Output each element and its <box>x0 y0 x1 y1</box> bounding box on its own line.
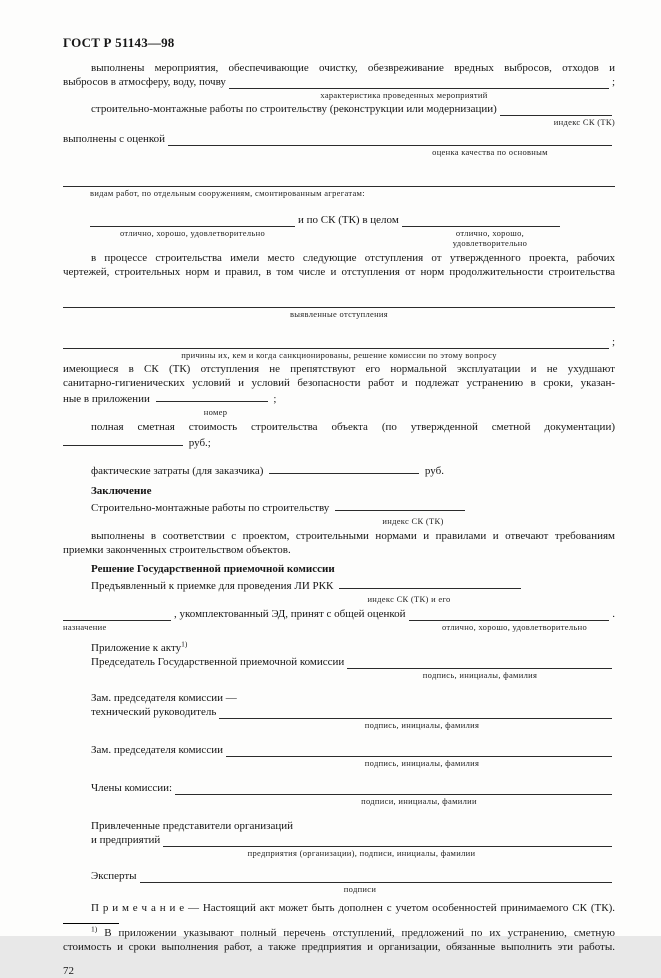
decision-blank <box>339 577 521 589</box>
deputy1-row <box>63 705 615 719</box>
page-number: 72 <box>63 965 74 977</box>
decision-heading: Решение Государственной приемочной комиссии <box>91 563 335 575</box>
deviations-blank <box>63 294 615 308</box>
caption-measures: характеристика проведенных мероприятий <box>320 90 488 100</box>
actual-costs-row <box>63 462 615 478</box>
actual-label: фактические затраты (для заказчика) <box>91 465 264 477</box>
caption-work-types: видам работ, по отдельным сооружениям, смонтированным агрегатам: <box>90 188 365 198</box>
caption-purpose: назначение <box>63 622 107 632</box>
deputy2-label: Зам. председателя комиссии <box>91 744 223 756</box>
caption-members-sign: подписи, инициалы, фамилии <box>361 796 477 806</box>
sk-whole-row <box>63 213 615 227</box>
caption-grade-options-1: отлично, хорошо, удовлетворительно <box>119 228 265 238</box>
reps-row <box>63 833 615 847</box>
experts-blank <box>140 869 612 883</box>
footnote-line1 <box>63 926 615 940</box>
standard-number-header: ГОСТ Р 51143—98 <box>63 35 175 50</box>
sk-grade-blank-1 <box>90 215 295 227</box>
sk-whole-label: и по СК (ТК) в целом <box>298 214 399 226</box>
annex-line <box>63 641 615 655</box>
caption-experts-sign: подписи <box>343 884 377 894</box>
allow-line1: имеющиеся в СК (ТК) отступления не препятствуют его нормальной эксплуатации и не ухудшают <box>63 363 615 375</box>
members-label: Члены комиссии: <box>91 782 173 794</box>
caption-reasons: причины их, кем и когда санкционированы, решение комиссии по этому вопросу <box>181 350 497 360</box>
chairman-label: Председатель Государственной приемочной комиссии <box>91 656 345 668</box>
allow-punct: ; <box>273 393 277 405</box>
reasons-punct: ; <box>611 336 615 348</box>
deputy1-label: технический руководитель <box>91 706 217 718</box>
footnote-line2: стоимость и сроки выполнения работ, а также предприятия и организации, обязанные выполнить эти работы. <box>63 941 615 953</box>
cost-suffix: руб.; <box>188 437 211 449</box>
caption-accept-grade: отлично, хорошо, удовлетворительно <box>441 622 587 632</box>
caption-deputy2-sign: подпись, инициалы, фамилия <box>364 758 480 768</box>
footnote-ref: 1) <box>91 924 98 934</box>
caption-deputy1-sign: подпись, инициалы, фамилия <box>364 720 480 730</box>
measures-blank <box>229 75 609 89</box>
caption-smr-index: индекс СК (ТК) <box>553 117 615 127</box>
sk-grade-captions <box>63 228 615 248</box>
allow-line3-row <box>63 390 615 406</box>
deputy1-blank <box>219 705 612 719</box>
smr-row <box>63 102 615 116</box>
chairman-row <box>63 655 615 669</box>
accept-punct: . <box>612 608 615 620</box>
caption-annex-number: номер <box>203 407 228 417</box>
conclusion-heading: Заключение <box>91 485 152 497</box>
conclusion-label: Строительно-монтажные работы по строительству <box>91 502 330 514</box>
allow-line3: ные в приложении <box>63 393 150 405</box>
conclusion-row <box>63 499 615 515</box>
reps-label: и предприятий <box>91 834 161 846</box>
conclusion-blank <box>335 499 465 511</box>
measures-punct: ; <box>611 76 615 88</box>
smr-blank <box>500 102 612 116</box>
purpose-blank <box>63 609 171 621</box>
caption-grade-quality: оценка качества по основным <box>432 147 548 157</box>
caption-grade-options-2: отлично, хорошо, удовлетворительно <box>452 228 528 248</box>
actual-suffix: руб. <box>424 465 444 477</box>
decision-row <box>63 577 615 593</box>
caption-conclusion-index: индекс СК (ТК) <box>382 516 444 526</box>
deviations-line2: чертежей, строительных норм и правил, в том числе и отступления от норм продолжительности строительства <box>63 266 615 278</box>
experts-label: Эксперты <box>91 870 137 882</box>
deputy2-row <box>63 743 615 757</box>
reasons-row <box>63 335 615 349</box>
deputy1-line1: Зам. председателя комиссии — <box>91 692 237 704</box>
cost-line1: полная сметная стоимость строительства объекта (по утвержденной сметной документации) <box>91 421 615 433</box>
cost-blank <box>63 434 183 446</box>
measures-line2: выбросов в атмосферу, воду, почву <box>63 76 226 88</box>
smr-label: строительно-монтажные работы по строительству (реконструкции или модернизации) <box>91 103 497 115</box>
deviations-line1: в процессе строительства имели место следующие отступления от утвержденного проекта, рабочих <box>91 252 615 264</box>
caption-chairman-sign: подпись, инициалы, фамилия <box>422 670 538 680</box>
measures-line1: выполнены мероприятия, обеспечивающие очистку, обезвреживание вредных выбросов, отходов и <box>91 62 615 74</box>
accept-grade-blank <box>409 607 610 621</box>
actual-blank <box>269 462 419 474</box>
caption-decision-index: индекс СК (ТК) и его <box>367 594 451 604</box>
reasons-blank <box>63 335 609 349</box>
grade-row <box>63 132 615 146</box>
chairman-blank <box>347 655 612 669</box>
cost-line2 <box>63 434 615 450</box>
deputy2-blank <box>226 743 612 757</box>
experts-row <box>63 869 615 883</box>
page-content <box>63 36 615 978</box>
sk-grade-blank-2 <box>402 213 560 227</box>
members-blank <box>175 781 612 795</box>
accept-captions <box>63 622 615 632</box>
allow-line2: санитарно-гигиенических условий и условий безопасности работ и подлежат устранению в сроки, указан- <box>63 377 615 389</box>
grade-blank <box>168 132 612 146</box>
accept-row <box>63 607 615 621</box>
conclusion-p2: приемки законченных строительством объектов. <box>63 544 291 556</box>
annex-footnote-ref: 1) <box>181 639 188 649</box>
reps-blank <box>163 833 612 847</box>
decision-label: Предъявленный к приемке для проведения ЛИ РКК <box>91 580 334 592</box>
measures-fill-row <box>63 75 615 89</box>
caption-spacer <box>295 228 420 248</box>
annex-number-blank <box>156 390 268 402</box>
caption-deviations: выявленные отступления <box>289 309 388 319</box>
caption-reps-sign: предприятия (организации), подписи, инициалы, фамилии <box>247 848 476 858</box>
footnote-text1: В приложении указывают полный перечень отступлений, предложений по их устранению, сметную <box>97 927 615 939</box>
accept-mid: , укомплектованный ЭД, принят с общей оценкой <box>174 608 406 620</box>
note-text: П р и м е ч а н и е — Настоящий акт может быть дополнен с учетом особенностей принимаемого СК (ТК). <box>91 902 615 914</box>
grade-label: выполнены с оценкой <box>63 133 166 145</box>
work-types-blank <box>63 173 615 187</box>
conclusion-p1: выполнены в соответствии с проектом, строительными нормами и правилами и отвечают требованиям <box>91 530 615 542</box>
reps-line1: Привлеченные представители организаций <box>91 820 294 832</box>
members-row <box>63 781 615 795</box>
annex-label: Приложение к акту <box>91 642 182 654</box>
